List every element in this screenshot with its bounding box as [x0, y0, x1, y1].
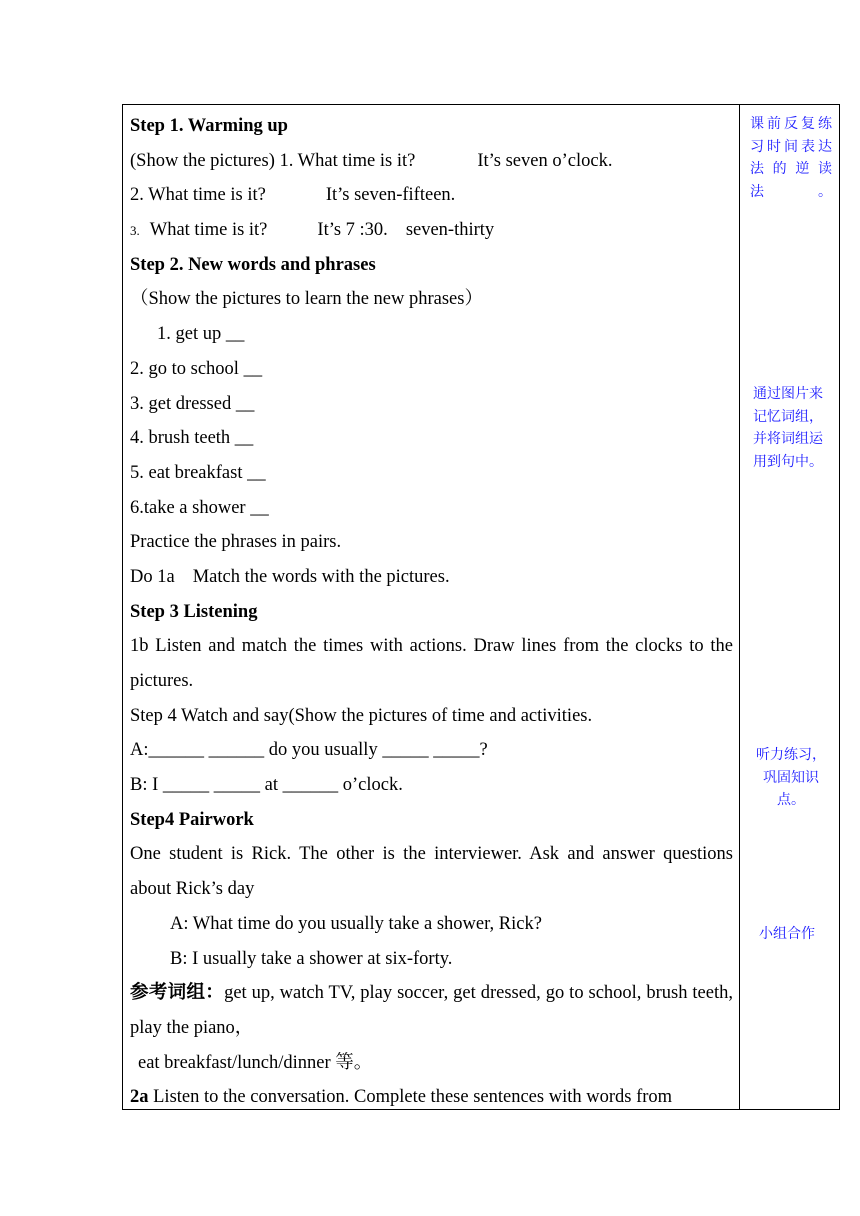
step2-intro: （Show the pictures to learn the new phrases）: [130, 289, 483, 310]
note-time-practice: 课前反复练习时间表达法 的 逆 读法。: [750, 116, 832, 200]
step1-line2: [130, 178, 733, 213]
phrase-item: 6.take a shower __: [130, 497, 269, 518]
reference-text: get up, watch TV, play soccer, get dressed, go to school, brush teeth, play the piano，: [130, 983, 733, 1038]
step1-num3: 3.: [130, 223, 140, 239]
step2-heading: Step 2. New words and phrases: [130, 254, 376, 275]
step1-line1: [130, 144, 733, 179]
phrase-item: 3. get dressed __: [130, 393, 255, 414]
step1-q2: 2. What time is it?: [130, 185, 266, 206]
step1-q3: What time is it?: [149, 220, 268, 241]
exercise-2a-text: Listen to the conversation. Complete these sentences with words from: [153, 1087, 673, 1108]
note-group-work: 小组合作: [759, 926, 815, 942]
step1-a3: It’s 7 :30.: [317, 220, 388, 241]
practice-text: Practice the phrases in pairs.: [130, 532, 342, 553]
step1-a1: It’s seven o’clock.: [477, 150, 613, 171]
lesson-table: [122, 104, 840, 1110]
procedure-column: [123, 105, 740, 1109]
reference-line2: eat breakfast/lunch/dinner 等。: [138, 1052, 373, 1073]
dialog-a: A:______ ______ do you usually _____ _____?: [130, 740, 488, 761]
phrase-item: 1. get up __: [157, 324, 245, 345]
example-b: B: I usually take a shower at six-forty.: [170, 948, 453, 969]
step1-line3: [130, 213, 733, 248]
step1-a2: It’s seven-fifteen.: [325, 185, 456, 206]
do1a-text: Match the words with the pictures.: [192, 566, 450, 587]
step3-heading: Step 3 Listening: [130, 601, 258, 622]
note-listening: 听力练习，巩固知识点。: [756, 747, 826, 808]
do1a-line: [130, 560, 733, 595]
exercise-2a-label: 2a: [130, 1087, 149, 1108]
note-phrase-memory: 通过图片来记忆词组，并将词组运用到句中。: [753, 386, 823, 470]
listen-1b: 1b Listen and match the times with actions. Draw lines from the clocks to the pictures.: [130, 636, 733, 692]
dialog-b: B: I _____ _____ at ______ o’clock.: [130, 775, 403, 796]
example-a: A: What time do you usually take a shower, Rick?: [170, 913, 542, 934]
notes-column: [740, 105, 839, 1109]
step1-heading: Step 1. Warming up: [130, 116, 288, 136]
reference-label: 参考词组：: [130, 983, 225, 1004]
phrase-item: 5. eat breakfast __: [130, 462, 266, 483]
do1a-label: Do 1a: [130, 566, 175, 587]
exercise-2a: [130, 1080, 733, 1115]
phrase-item: 4. brush teeth __: [130, 428, 254, 449]
reference-phrases: [130, 976, 733, 1045]
pairwork-text: One student is Rick. The other is the interviewer. Ask and answer questions about Rick’s day: [130, 844, 733, 900]
step1-a3-words: seven-thirty: [405, 220, 495, 241]
pairwork-heading: Step4 Pairwork: [130, 809, 254, 830]
step1-q1: (Show the pictures) 1. What time is it?: [130, 150, 416, 171]
phrase-item: 2. go to school __: [130, 358, 263, 379]
step4-watch: Step 4 Watch and say(Show the pictures of time and activities.: [130, 705, 593, 726]
